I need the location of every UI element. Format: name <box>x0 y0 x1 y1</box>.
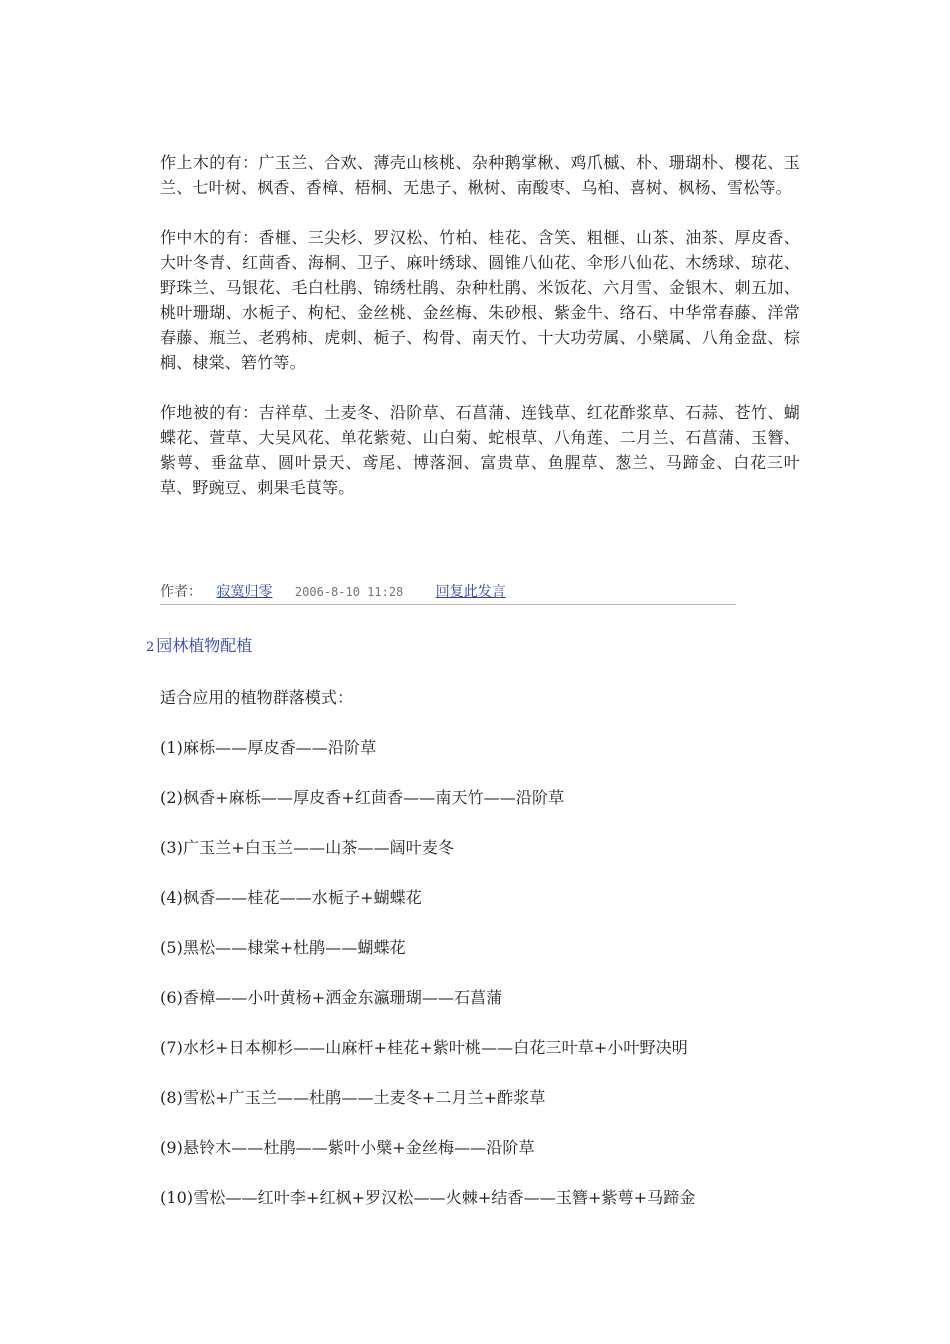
section-number: 2 <box>146 640 155 655</box>
section-heading <box>146 634 252 660</box>
article-body <box>160 150 800 500</box>
list-item: (6)香樟——小叶黄杨+洒金东瀛珊瑚——石菖蒲 <box>160 988 503 1007</box>
paragraph-middle-trees: 作中木的有：香榧、三尖杉、罗汉松、竹柏、桂花、含笑、粗榧、山茶、油茶、厚皮香、大叶冬青、红茴香、海桐、卫子、麻叶绣球、圆锥八仙花、伞形八仙花、木绣球、琼花、野珠兰、马银花、毛白杜鹃、锦绣杜鹃、杂种杜鹃、米饭花、六月雪、金银木、刺五加、桃叶珊瑚、水栀子、枸杞、金丝桃、金丝梅、朱砂根、紫金牛、络石、中华常春藤、洋常春藤、瓶兰、老鸦柿、虎刺、栀子、构骨、南天竹、十大功劳属、小檗属、八角金盘、棕榈、棣棠、箬竹等。 <box>160 228 800 372</box>
community-mode-list <box>160 686 800 1236</box>
post-meta <box>160 580 736 605</box>
author-label: 作者： <box>160 584 202 600</box>
list-item: (5)黑松——棣棠+杜鹃——蝴蝶花 <box>160 938 406 957</box>
list-item: (3)广玉兰+白玉兰——山茶——阔叶麦冬 <box>160 838 455 857</box>
reply-link[interactable]: 回复此发言 <box>435 584 506 600</box>
author-link[interactable]: 寂寞归零 <box>216 584 273 600</box>
list-item: (8)雪松+广玉兰——杜鹃——土麦冬+二月兰+酢浆草 <box>160 1088 546 1107</box>
list-item: (9)悬铃木——杜鹃——紫叶小檗+金丝梅——沿阶草 <box>160 1138 535 1157</box>
paragraph-gap <box>160 375 800 400</box>
section-title: 园林植物配植 <box>156 636 253 655</box>
post-date: 2006-8-10 11:28 <box>294 585 404 599</box>
list-item: (10)雪松——红叶李+红枫+罗汉松——火棘+结香——玉簪+紫萼+马蹄金 <box>160 1188 696 1207</box>
paragraph-upper-trees: 作上木的有：广玉兰、合欢、薄壳山核桃、杂种鹅掌楸、鸡爪槭、朴、珊瑚朴、樱花、玉兰、七叶树、枫香、香樟、梧桐、无患子、楸树、南酸枣、乌桕、喜树、枫杨、雪松等。 <box>160 153 800 197</box>
list-item: (1)麻栎——厚皮香——沿阶草 <box>160 738 377 757</box>
list-item: (2)枫香+麻栎——厚皮香+红茴香——南天竹——沿阶草 <box>160 788 565 807</box>
list-intro: 适合应用的植物群落模式： <box>160 688 354 707</box>
list-item: (7)水杉+日本柳杉——山麻杆+桂花+紫叶桃——白花三叶草+小叶野决明 <box>160 1038 688 1057</box>
paragraph-gap <box>160 200 800 225</box>
list-item: (4)枫香——桂花——水栀子+蝴蝶花 <box>160 888 422 907</box>
paragraph-ground-cover: 作地被的有：吉祥草、土麦冬、沿阶草、石菖蒲、连钱草、红花酢浆草、石蒜、苍竹、蝴蝶花、萱草、大吴风花、单花紫菀、山白菊、蛇根草、八角莲、二月兰、石菖蒲、玉簪、紫萼、垂盆草、圆叶景天、鸢尾、博落洄、富贵草、鱼腥草、葱兰、马蹄金、白花三叶草、野豌豆、刺果毛茛等。 <box>160 403 800 497</box>
